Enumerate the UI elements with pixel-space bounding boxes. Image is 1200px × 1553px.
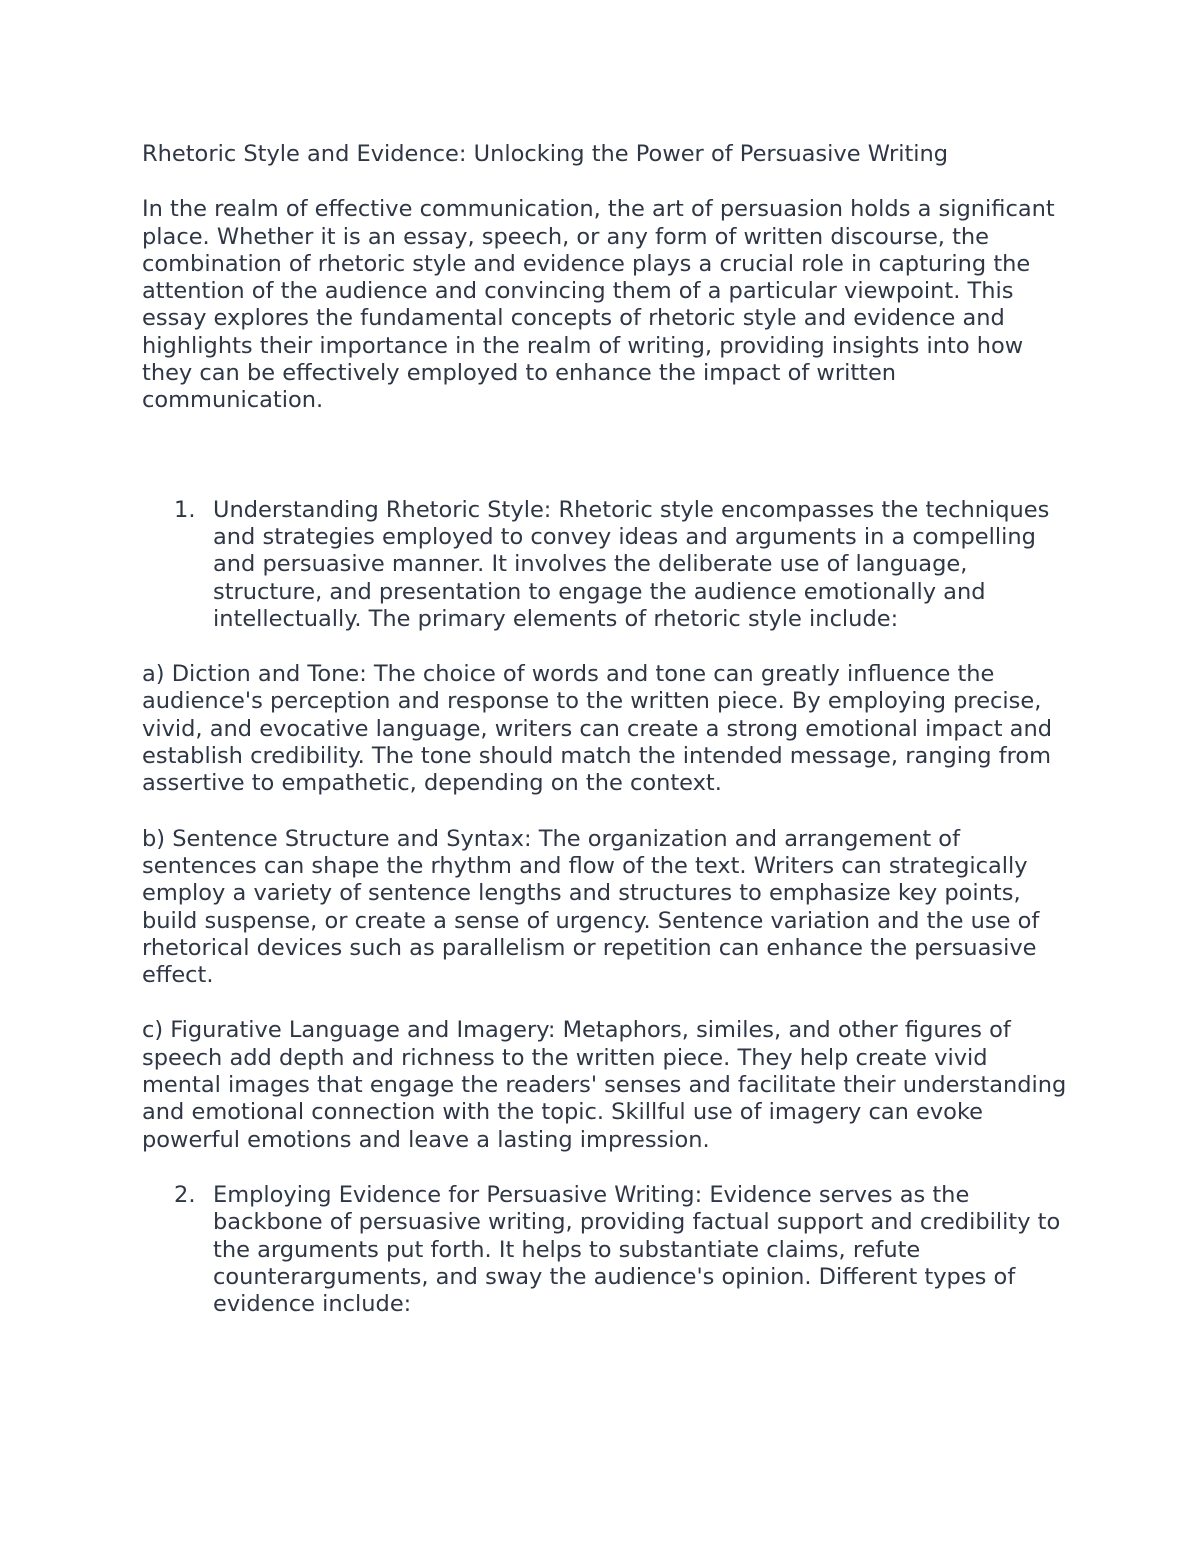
subsection-c-paragraph: c) Figurative Language and Imagery: Metaphors, similes, and other figures of speech add depth and richness to the written piece. They help create vivid mental images that engage the readers' senses and facilitate their understanding and emotional connection with the topic. Skillful use of imagery can evoke powerful emotions and leave a lasting impression. bbox=[142, 1017, 1067, 1153]
subsection-a-paragraph: a) Diction and Tone: The choice of words and tone can greatly influence the audience's perception and response to the written piece. By employing precise, vivid, and evocative language, writers can create a strong emotional impact and establish credibility. The tone should match the intended message, ranging from assertive to empathetic, depending on the context. bbox=[142, 661, 1052, 797]
list-item-1-number: 1. bbox=[174, 496, 196, 523]
document-title: Rhetoric Style and Evidence: Unlocking the Power of Persuasive Writing bbox=[142, 141, 949, 167]
intro-paragraph: In the realm of effective communication, the art of persuasion holds a significant place. Whether it is an essay, speech, or any form of written discourse, the combination of rhetoric style and evidence plays a crucial role in capturing the attention of the audience and convincing them of a particular viewpoint. This essay explores the fundamental concepts of rhetoric style and evidence and highlights their importance in the realm of writing, providing insights into how they can be effectively employed to enhance the impact of written communication. bbox=[142, 196, 1055, 414]
list-item-2-text: Employing Evidence for Persuasive Writing: Evidence serves as the backbone of persuasive writing, providing factual support and credibility to the arguments put forth. It helps to substantiate claims, refute counterarguments, and sway the audience's opinion. Different types of evidence include: bbox=[213, 1181, 1061, 1318]
list-item-2 bbox=[142, 1182, 1063, 1318]
list-item-1 bbox=[142, 497, 1063, 633]
list-item-2-number: 2. bbox=[174, 1181, 196, 1208]
list-item-1-text: Understanding Rhetoric Style: Rhetoric style encompasses the techniques and strategies employed to convey ideas and arguments in a compelling and persuasive manner. It involves the deliberate use of language, structure, and presentation to engage the audience emotionally and intellectually. The primary elements of rhetoric style include: bbox=[213, 496, 1050, 632]
subsection-b-paragraph: b) Sentence Structure and Syntax: The organization and arrangement of sentences can shape the rhythm and flow of the text. Writers can strategically employ a variety of sentence lengths and structures to emphasize key points, build suspense, or create a sense of urgency. Sentence variation and the use of rhetorical devices such as parallelism or repetition can enhance the persuasive effect. bbox=[142, 825, 1040, 989]
document-body bbox=[142, 141, 1072, 1318]
